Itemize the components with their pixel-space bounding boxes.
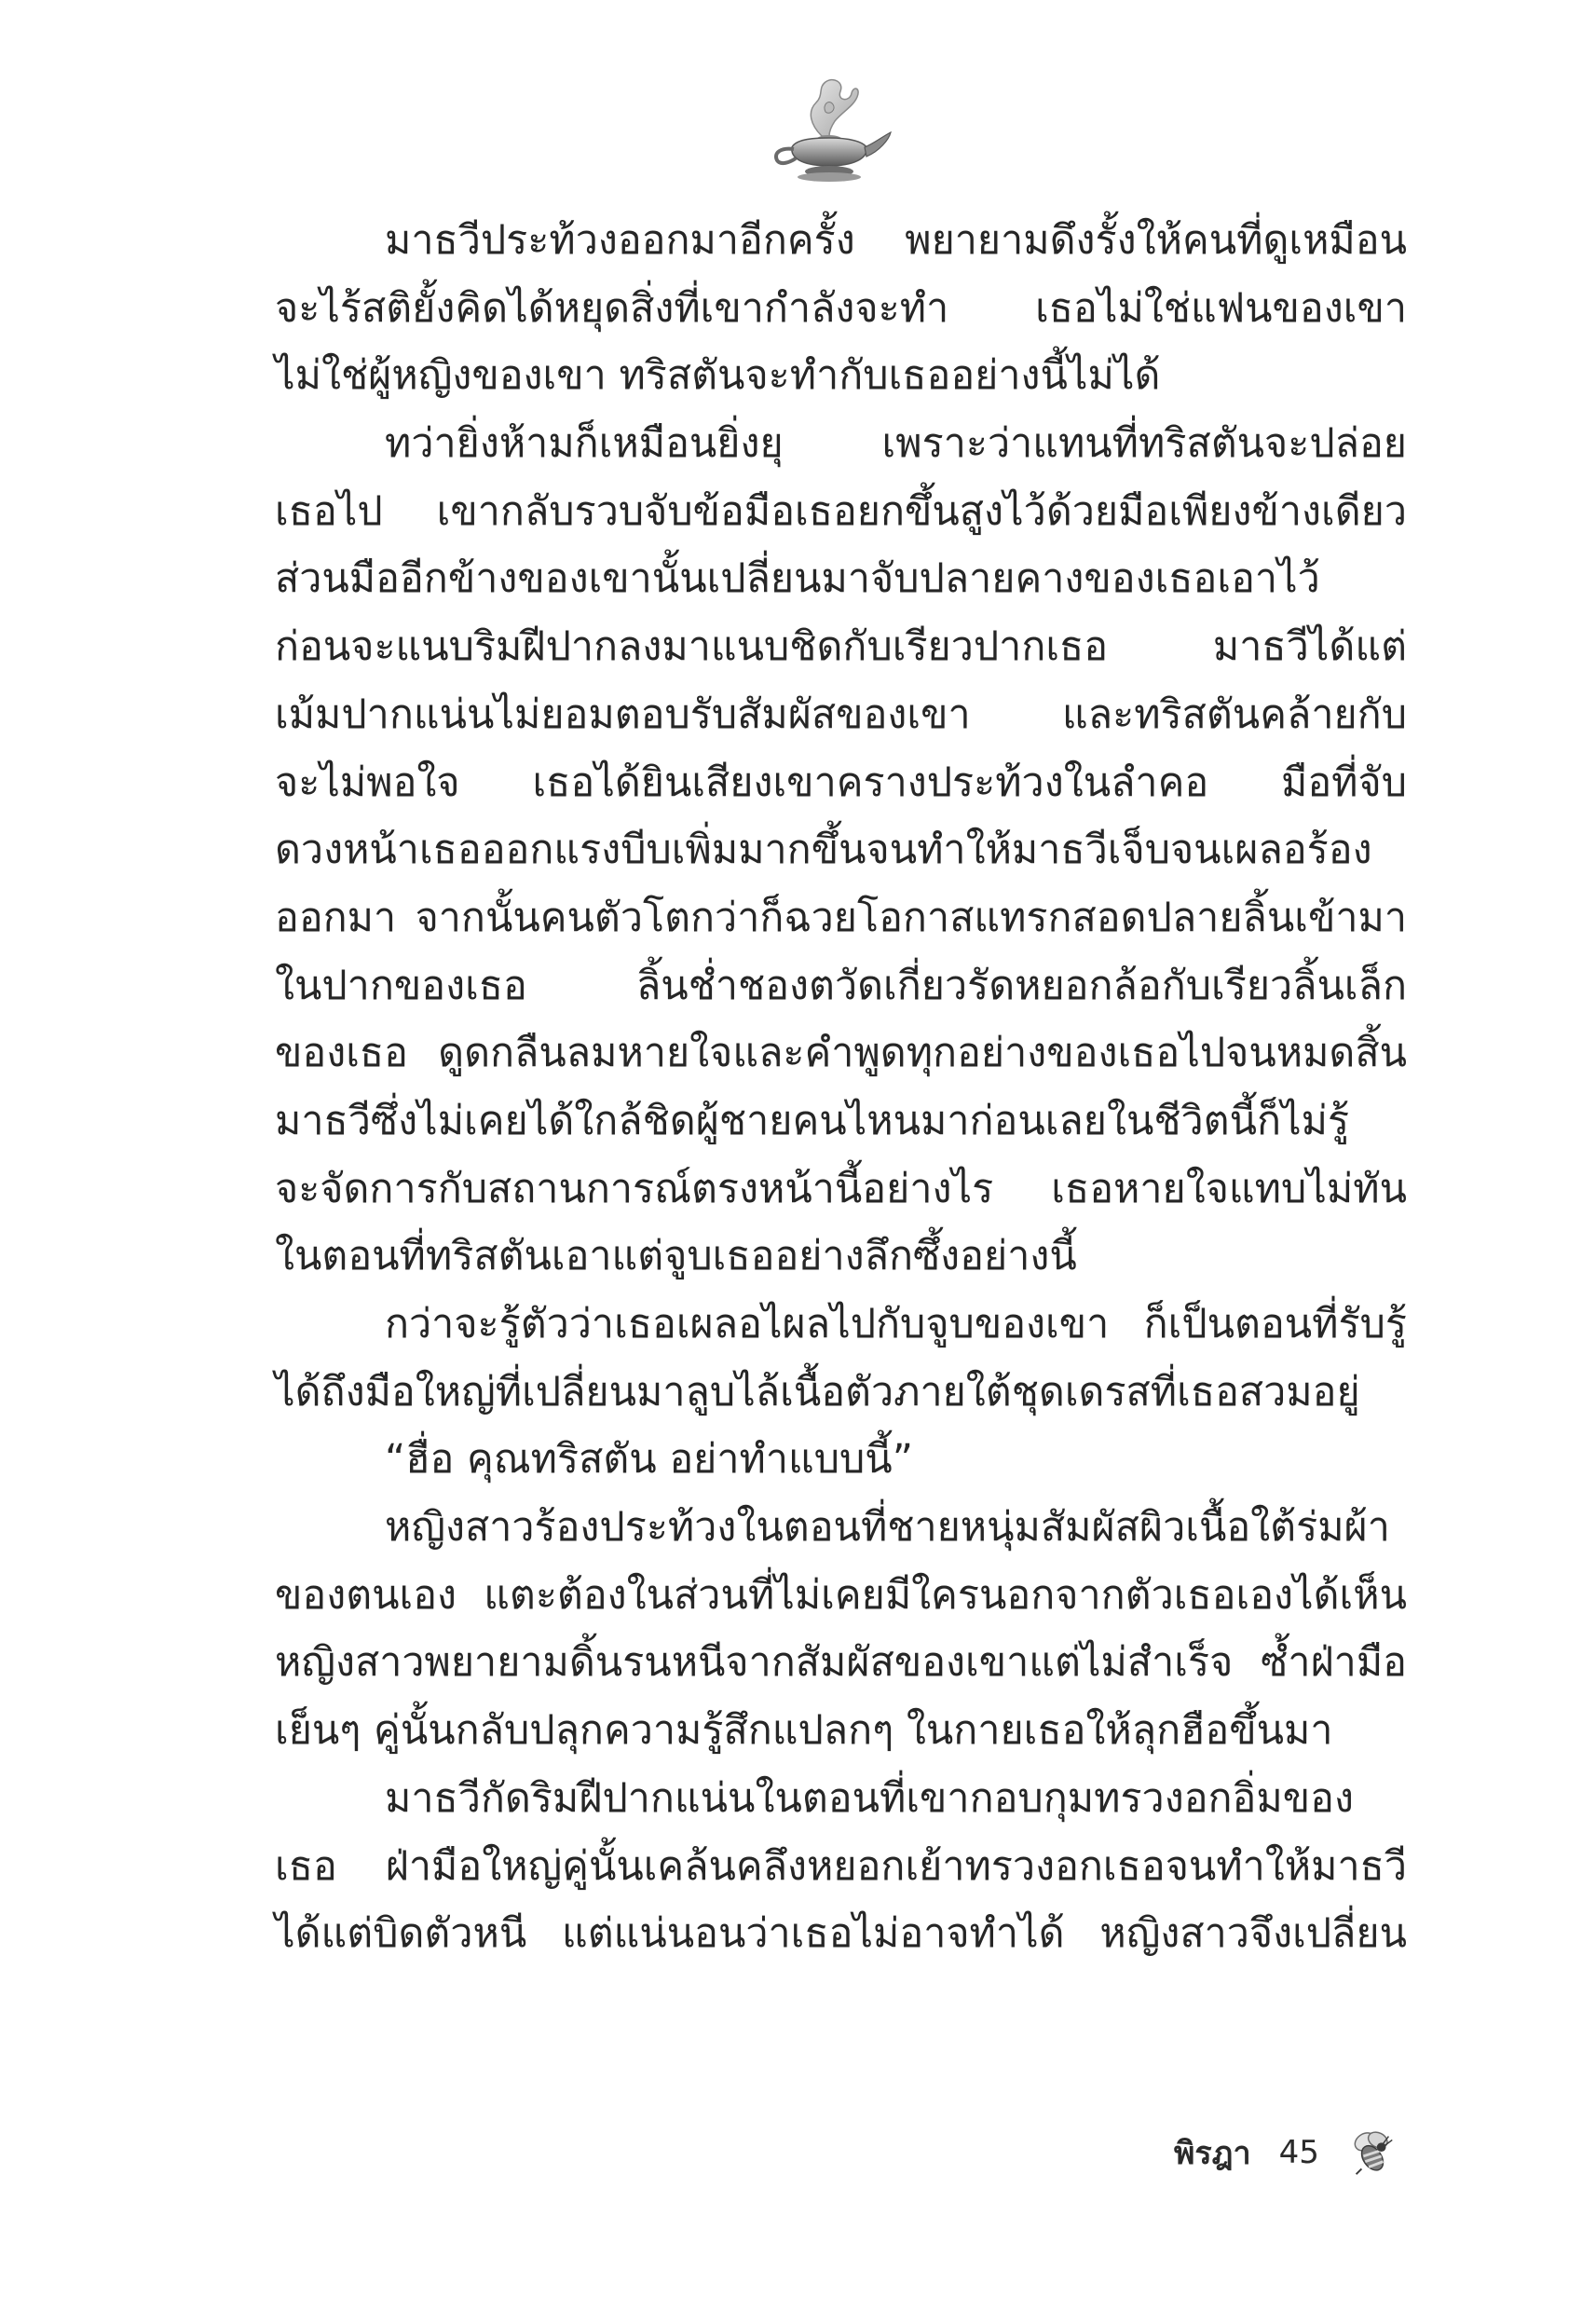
text-line: เย็นๆ คู่นั้นกลับปลุกความรู้สึกแปลกๆ ในกายเธอให้ลุกฮือขึ้นมา xyxy=(275,1707,1333,1755)
text-line: มาธวีประท้วงออกมาอีกครั้ง พยายามดึงรั้งให้คนที่ดูเหมือน xyxy=(385,217,1407,264)
text-line: ทว่ายิ่งห้ามก็เหมือนยิ่งยุ เพราะว่าแทนที่ทริสตันจะปล่อย xyxy=(385,420,1407,468)
page-footer xyxy=(1174,2125,1416,2181)
text-line: ของเธอ ดูดกลืนลมหายใจและคำพูดทุกอย่างของเธอไปจนหมดสิ้น xyxy=(275,1030,1407,1077)
text-line: จะไม่พอใจ เธอได้ยินเสียงเขาครางประท้วงในลำคอ มือที่จับ xyxy=(275,759,1407,806)
text-line: หญิงสาวพยายามดิ้นรนหนีจากสัมผัสของเขาแต่ไม่สำเร็จ ซ้ำฝ่ามือ xyxy=(275,1639,1407,1687)
text-line: ได้ถึงมือใหญ่ที่เปลี่ยนมาลูบไล้เนื้อตัวภายใต้ชุดเดรสที่เธอสวมอยู่ xyxy=(275,1368,1360,1415)
genie-lamp-icon xyxy=(764,75,894,186)
text-line: ออกมา จากนั้นคนตัวโตกว่าก็ฉวยโอกาสแทรกสอดปลายลิ้นเข้ามา xyxy=(275,894,1407,941)
text-line: จะจัดการกับสถานการณ์ตรงหน้านี้อย่างไร เธอหายใจแทบไม่ทัน xyxy=(275,1165,1407,1212)
text-line: เธอ ฝ่ามือใหญ่คู่นั้นเคล้นคลึงหยอกเย้าทรวงอกเธอจนทำให้มาธวี xyxy=(275,1842,1407,1890)
body-text xyxy=(275,207,1407,1968)
text-line: ก่อนจะแนบริมฝีปากลงมาแนบชิดกับเรียวปากเธอ มาธวีได้แต่ xyxy=(275,623,1407,671)
text-line: ในตอนที่ทริสตันเอาแต่จูบเธออย่างลึกซึ้งอย่างนี้ xyxy=(275,1233,1077,1280)
text-line: จะไร้สติยั้งคิดได้หยุดสิ่งที่เขากำลังจะทำ เธอไม่ใช่แฟนของเขา xyxy=(275,284,1407,332)
text-line: ส่วนมืออีกข้างของเขานั้นเปลี่ยนมาจับปลายคางของเธอเอาไว้ xyxy=(275,555,1320,603)
text-line: ของตนเอง แตะต้องในส่วนที่ไม่เคยมีใครนอกจากตัวเธอเองได้เห็น xyxy=(275,1571,1407,1619)
paragraph-1 xyxy=(275,207,1407,410)
paragraph-5 xyxy=(275,1494,1407,1765)
text-line: “ฮื่อ คุณทริสตัน อย่าทำแบบนี้” xyxy=(385,1436,913,1484)
text-line: ไม่ใช่ผู้หญิงของเขา ทริสตันจะทำกับเธออย่างนี้ไม่ได้ xyxy=(275,352,1161,400)
text-line: ได้แต่บิดตัวหนี แต่แน่นอนว่าเธอไม่อาจทำได้ หญิงสาวจึงเปลี่ยน xyxy=(275,1910,1407,1958)
text-line: มาธวีซึ่งไม่เคยได้ใกล้ชิดผู้ชายคนไหนมาก่อนเลยในชีวิตนี้ก็ไม่รู้ xyxy=(275,1097,1350,1144)
dialogue-line xyxy=(275,1426,1407,1494)
paragraph-6 xyxy=(275,1765,1407,1968)
text-line: เธอไป เขากลับรวบจับข้อมือเธอยกขึ้นสูงไว้ด้วยมือเพียงข้างเดียว xyxy=(275,487,1407,535)
running-head-author: พิรฎา xyxy=(1174,2135,1251,2172)
paragraph-2 xyxy=(275,410,1407,1291)
text-line: มาธวีกัดริมฝีปากแน่นในตอนที่เขากอบกุมทรวงอกอิ่มของ xyxy=(385,1774,1354,1822)
text-line: ในปากของเธอ ลิ้นช่ำชองตวัดเกี่ยวรัดหยอกล้อกับเรียวลิ้นเล็ก xyxy=(275,962,1407,1009)
text-line: กว่าจะรู้ตัวว่าเธอเผลอไผลไปกับจูบของเขา ก็เป็นตอนที่รับรู้ xyxy=(385,1301,1407,1347)
paragraph-3 xyxy=(275,1291,1407,1426)
page-number: 45 xyxy=(1278,2134,1319,2171)
text-line: ดวงหน้าเธอออกแรงบีบเพิ่มมากขึ้นจนทำให้มาธวีเจ็บจนเผลอร้อง xyxy=(275,827,1372,874)
text-line: หญิงสาวร้องประท้วงในตอนที่ชายหนุ่มสัมผัสผิวเนื้อใต้ร่มผ้า xyxy=(385,1504,1390,1552)
text-line: เม้มปากแน่นไม่ยอมตอบรับสัมผัสของเขา และทริสตันคล้ายกับ xyxy=(275,691,1407,738)
bee-icon xyxy=(1345,2126,1399,2180)
